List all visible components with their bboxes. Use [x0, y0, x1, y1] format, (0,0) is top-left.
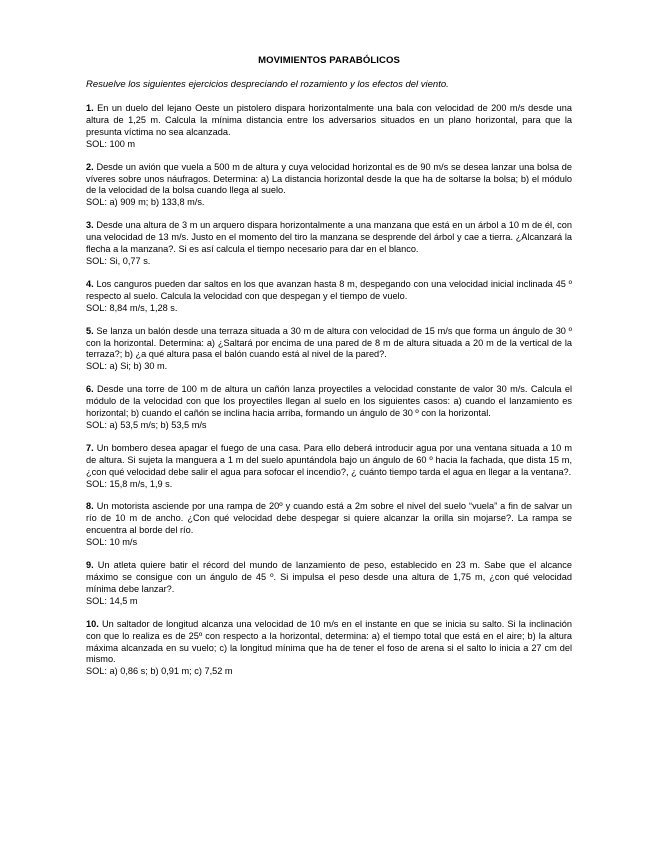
problem-number: 2.: [86, 161, 94, 172]
problem-solution: SOL: a) 909 m; b) 133,8 m/s.: [86, 197, 205, 208]
problem-statement: [86, 443, 572, 479]
problem-statement: [86, 162, 572, 198]
problem-text: En un duelo del lejano Oeste un pistolero dispara horizontalmente una bala con velocidad de 200 m/s desde una altura de 1,25 m. Calcula la mínima distancia entre los adversarios situados en un plano horizontal, para que la presunta víctima no sea alcanzada.: [86, 103, 572, 137]
problem-solution: SOL: 15,8 m/s, 1,9 s.: [86, 478, 173, 489]
problem-text: Un saltador de longitud alcanza una velocidad de 10 m/s en el instante en que se inicia su salto. Si la inclinación con que lo realiza es de 25º con respecto a la horizontal, determina: a) el tiempo total que está en el aire; b) la altura máxima alcanzada en su vuelo; c) la longitud mínima que ha de tener el foso de arena si el salto lo inicia a 27 cm del mismo.: [86, 618, 572, 665]
problem-solution: SOL: 10 m/s: [86, 537, 138, 548]
problem-solution: SOL: a) 0,86 s; b) 0,91 m; c) 7,52 m: [86, 666, 233, 677]
problem-item: [86, 162, 572, 210]
problem-text: Un bombero desea apagar el fuego de una casa. Para ello deberá introducir agua por una ventana situada a 10 m de altura. Si sujeta la manguera a 1 m del suelo apuntándola bajo un ángulo de 60 º hacia la fachada, que dista 15 m, ¿con qué velocidad debe salir el agua para sofocar el incendio?, ¿ cuánto tiempo tarda el agua en llegar a la ventana?.: [86, 442, 572, 477]
problem-statement: [86, 384, 572, 420]
problem-item: [86, 443, 572, 491]
problem-number: 4.: [86, 278, 94, 289]
document-title: MOVIMIENTOS PARABÓLICOS: [258, 55, 400, 66]
problem-statement: [86, 279, 572, 303]
problem-solution: SOL: a) 53,5 m/s; b) 53,5 m/s: [86, 419, 207, 430]
problem-number: 7.: [86, 442, 94, 453]
problem-statement: [86, 220, 572, 256]
problem-solution: SOL: 100 m: [86, 138, 136, 149]
problem-text: Los canguros pueden dar saltos en los que avanzan hasta 8 m, despegando con una velocidad inicial inclinada 45 º respecto al suelo. Calcula la velocidad con que despegan y el tiempo de vuelo.: [86, 278, 572, 301]
problem-statement: [86, 560, 572, 596]
problem-text: Desde un avión que vuela a 500 m de altura y cuya velocidad horizontal es de 90 m/s se desea lanzar una bolsa de víveres sobre unos náufragos. Determina: a) La distancia horizontal desde la que ha de soltarse la bolsa; b) el módulo de la velocidad de la bolsa cuando llega al suelo.: [86, 161, 572, 196]
problem-item: [86, 619, 572, 679]
problem-solution: SOL: Si, 0,77 s.: [86, 255, 151, 266]
problem-text: Un motorista asciende por una rampa de 20º y cuando está a 2m sobre el nivel del suelo “vuela” a fin de salvar un río de 10 m de ancho. ¿Con qué velocidad debe despegar si quiere alcanzar la orilla sin mojarse?. La rampa se encuentra al borde del río.: [86, 501, 572, 536]
problem-number: 5.: [86, 325, 94, 336]
problem-number: 1.: [86, 103, 94, 113]
problem-solution: SOL: a) Si; b) 30 m.: [86, 361, 168, 372]
problem-number: 3.: [86, 220, 94, 231]
problem-number: 10.: [86, 618, 99, 629]
problem-number: 8.: [86, 501, 94, 512]
problem-item: [86, 326, 572, 374]
problem-text: Un atleta quiere batir el récord del mundo de lanzamiento de peso, establecido en 23 m. Sabe que el alcance máximo se consigue con un ángulo de 45 º. Si impulsa el peso desde una altura de 1,75 m, ¿con qué velocidad mínima debe lanzar?.: [86, 560, 573, 594]
problem-item: [86, 560, 572, 608]
problem-item: [86, 501, 572, 549]
problem-text: Desde una torre de 100 m de altura un cañón lanza proyectiles a velocidad constante de valor 30 m/s. Calcula el módulo de la velocidad con que los proyectiles llegan al suelo en los siguientes casos: a) cuando el lanzamiento es horizontal; b) cuando el cañón se inclina hacia arriba, formando un ángulo de 30 º con la horizontal.: [86, 384, 572, 419]
problem-item: [86, 279, 572, 315]
problem-text: Se lanza un balón desde una terraza situada a 30 m de altura con velocidad de 15 m/s que forma un ángulo de 30 º con la horizontal. Determina: a) ¿Saltará por encima de una pared de 8 m de altura situada a 20 m de la vertical de la terraza?; b) ¿a qué altura pasa el balón cuando está al nivel de la pared?.: [86, 325, 573, 360]
problem-item: [86, 103, 572, 151]
problem-number: 6.: [86, 384, 94, 395]
instructions: Resuelve los siguientes ejercicios despreciando el rozamiento y los efectos del viento.: [86, 79, 449, 90]
problem-text: Desde una altura de 3 m un arquero dispara horizontalmente a una manzana que está en un árbol a 10 m de él, con una velocidad de 13 m/s. Justo en el momento del tiro la manzana se desprende del árbol y cae a tierra. ¿Alcanzará la flecha a la manzana?. Si es así calcula el tiempo necesario para dar en el blanco.: [86, 220, 572, 255]
problem-solution: SOL: 8,84 m/s, 1,28 s.: [86, 302, 178, 313]
problem-statement: [86, 326, 572, 362]
problem-statement: [86, 501, 572, 537]
problem-statement: [86, 619, 572, 667]
problem-number: 9.: [86, 560, 94, 571]
problem-solution: SOL: 14,5 m: [86, 595, 138, 606]
problem-item: [86, 384, 572, 432]
problem-statement: [86, 103, 572, 139]
problem-item: [86, 220, 572, 268]
